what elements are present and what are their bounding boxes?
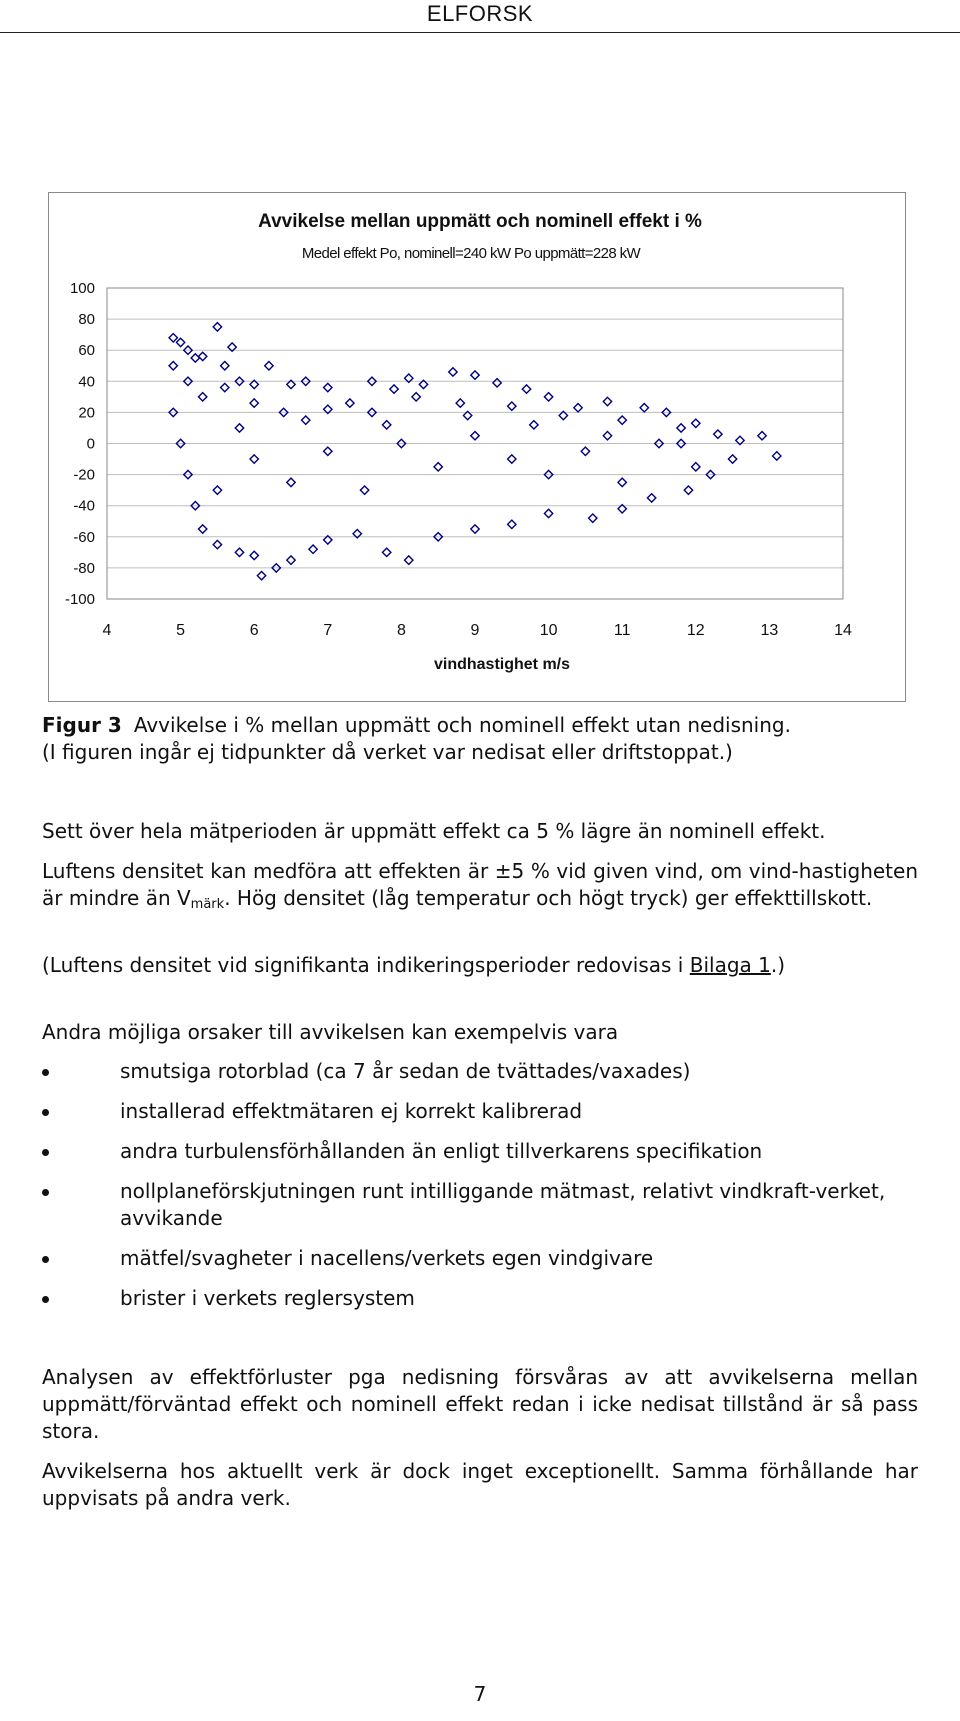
data-point xyxy=(758,432,766,440)
paragraph-6: Avvikelserna hos aktuellt verk är dock inget exceptionellt. Samma förhållande har uppvisats på andra verk. xyxy=(42,1459,918,1510)
data-point xyxy=(493,379,501,387)
data-point xyxy=(176,338,184,346)
data-point xyxy=(213,540,221,548)
x-tick-label: 4 xyxy=(102,622,112,639)
x-tick-label: 9 xyxy=(470,622,480,639)
data-point xyxy=(456,399,464,407)
paragraph-3a: (Luftens densitet vid signifikanta indikeringsperioder redovisas i xyxy=(42,953,690,977)
data-point xyxy=(390,385,398,393)
data-point xyxy=(449,368,457,376)
data-point xyxy=(618,416,626,424)
data-point xyxy=(574,404,582,412)
list-item-text: smutsiga rotorblad (ca 7 år sedan de tvättades/vaxades) xyxy=(120,1059,691,1083)
scatter-chart xyxy=(49,193,905,701)
data-point xyxy=(287,478,295,486)
bullet-dot xyxy=(42,1189,49,1196)
paragraph-2a: Luftens densitet kan medföra att effekten är ±5 % vid given vind, om vind-hastigheten är mindre än V xyxy=(42,859,918,910)
data-point xyxy=(405,556,413,564)
data-point xyxy=(287,556,295,564)
y-tick-label: 0 xyxy=(86,435,95,453)
x-tick-label: 14 xyxy=(834,622,852,639)
data-point xyxy=(324,447,332,455)
data-point xyxy=(647,494,655,502)
x-tick-label: 8 xyxy=(396,622,406,639)
x-tick-label: 10 xyxy=(539,622,558,639)
data-point xyxy=(250,399,258,407)
data-point xyxy=(250,455,258,463)
y-tick-label: -20 xyxy=(73,466,95,484)
x-tick-label: 13 xyxy=(760,622,779,639)
list-item xyxy=(42,1058,918,1085)
x-tick-label: 11 xyxy=(613,622,631,639)
data-point xyxy=(773,452,781,460)
data-point xyxy=(522,385,530,393)
data-point xyxy=(692,463,700,471)
data-point xyxy=(508,520,516,528)
bullet-dot xyxy=(42,1296,49,1303)
data-point xyxy=(250,551,258,559)
list-item xyxy=(42,1245,918,1272)
figure-caption xyxy=(42,712,922,766)
page-number: 7 xyxy=(473,1682,487,1706)
data-point xyxy=(346,399,354,407)
bullet-dot xyxy=(42,1256,49,1263)
chart-subtitle: Medel effekt Po, nominell=240 kW Po uppmätt=228 kW xyxy=(301,245,641,262)
caption-label: Figur 3 xyxy=(42,713,122,737)
data-point xyxy=(728,455,736,463)
data-point xyxy=(235,424,243,432)
data-point xyxy=(302,416,310,424)
data-point xyxy=(382,548,390,556)
data-point xyxy=(684,486,692,494)
page-header xyxy=(0,0,960,33)
data-point xyxy=(382,421,390,429)
y-tick-label: -60 xyxy=(73,528,95,546)
data-point xyxy=(589,514,597,522)
data-point xyxy=(169,362,177,370)
data-point xyxy=(714,430,722,438)
paragraph-2 xyxy=(42,858,918,918)
data-point xyxy=(603,432,611,440)
data-point xyxy=(198,525,206,533)
list-item-text: installerad effektmätaren ej korrekt kalibrerad xyxy=(120,1099,583,1123)
header-title: ELFORSK xyxy=(426,1,534,26)
data-point xyxy=(257,571,265,579)
bilaga-link[interactable]: Bilaga 1 xyxy=(689,953,771,977)
data-point xyxy=(235,548,243,556)
bullet-dot xyxy=(42,1109,49,1116)
list-item xyxy=(42,1098,918,1125)
data-point xyxy=(692,419,700,427)
data-point xyxy=(544,509,552,517)
list-item xyxy=(42,1178,918,1232)
data-point xyxy=(530,421,538,429)
y-tick-label: 20 xyxy=(78,404,95,422)
data-point xyxy=(471,371,479,379)
y-tick-label: -100 xyxy=(64,591,95,608)
data-point xyxy=(677,424,685,432)
data-point xyxy=(213,486,221,494)
list-item-text: brister i verkets reglersystem xyxy=(120,1286,415,1310)
data-point xyxy=(618,478,626,486)
data-point xyxy=(169,334,177,342)
list-item xyxy=(42,1138,918,1165)
data-point xyxy=(213,323,221,331)
paragraph-3 xyxy=(42,952,918,979)
data-point xyxy=(471,432,479,440)
paragraph-5: Analysen av effektförluster pga nedisning försvåras av att avvikelserna mellan uppmätt/förväntad effekt och nominell effekt redan i icke nedisat tillstånd är så pass stora. xyxy=(42,1365,918,1443)
data-point xyxy=(309,545,317,553)
paragraph-4: Andra möjliga orsaker till avvikelsen kan exempelvis vara xyxy=(42,1020,619,1044)
data-point xyxy=(191,354,199,362)
data-point xyxy=(221,362,229,370)
data-point xyxy=(198,352,206,360)
y-tick-label: -40 xyxy=(73,497,95,515)
data-point xyxy=(640,404,648,412)
data-point xyxy=(508,455,516,463)
data-point xyxy=(198,393,206,401)
y-tick-label: -80 xyxy=(73,559,95,577)
x-tick-label: 6 xyxy=(249,622,259,639)
list-item xyxy=(42,1285,918,1312)
bullet-dot xyxy=(42,1069,49,1076)
paragraph-2b: . Hög densitet (låg temperatur och högt tryck) ger effekttillskott. xyxy=(224,886,873,910)
y-tick-label: 40 xyxy=(78,373,95,391)
v-subscript: märk xyxy=(190,897,225,912)
data-point xyxy=(544,393,552,401)
caption-line1: Avvikelse i % mellan uppmätt och nominell effekt utan nedisning. xyxy=(133,713,791,737)
cause-list xyxy=(42,1058,918,1325)
data-point xyxy=(360,486,368,494)
list-item-text: mätfel/svagheter i nacellens/verkets egen vindgivare xyxy=(120,1246,654,1270)
plot-area xyxy=(65,280,852,639)
data-point xyxy=(471,525,479,533)
y-tick-label: 100 xyxy=(69,280,95,297)
x-tick-label: 5 xyxy=(176,622,186,639)
y-tick-label: 60 xyxy=(78,342,95,360)
data-point xyxy=(603,397,611,405)
data-point xyxy=(265,362,273,370)
chart-title: Avvikelse mellan uppmätt och nominell effekt i % xyxy=(258,211,702,232)
list-item-text: nollplaneförskjutningen runt intilliggande mätmast, relativt vindkraft-verket, avvikande xyxy=(120,1179,886,1230)
paragraph-1: Sett över hela mätperioden är uppmätt effekt ca 5 % lägre än nominell effekt. xyxy=(42,819,826,843)
y-tick-label: 80 xyxy=(78,311,95,329)
data-point xyxy=(221,383,229,391)
paragraph-3b: .) xyxy=(770,953,786,977)
x-axis-label: vindhastighet m/s xyxy=(433,656,571,673)
chart-frame xyxy=(48,192,906,702)
data-point xyxy=(434,463,442,471)
caption-line2: (I figuren ingår ej tidpunkter då verket var nedisat eller driftstoppat.) xyxy=(42,740,733,764)
list-item-text: andra turbulensförhållanden än enligt tillverkarens specifikation xyxy=(120,1139,763,1163)
x-tick-label: 12 xyxy=(686,622,705,639)
data-point xyxy=(412,393,420,401)
data-point xyxy=(508,402,516,410)
data-point xyxy=(324,383,332,391)
bullet-dot xyxy=(42,1149,49,1156)
data-point xyxy=(581,447,589,455)
x-tick-label: 7 xyxy=(323,622,333,639)
